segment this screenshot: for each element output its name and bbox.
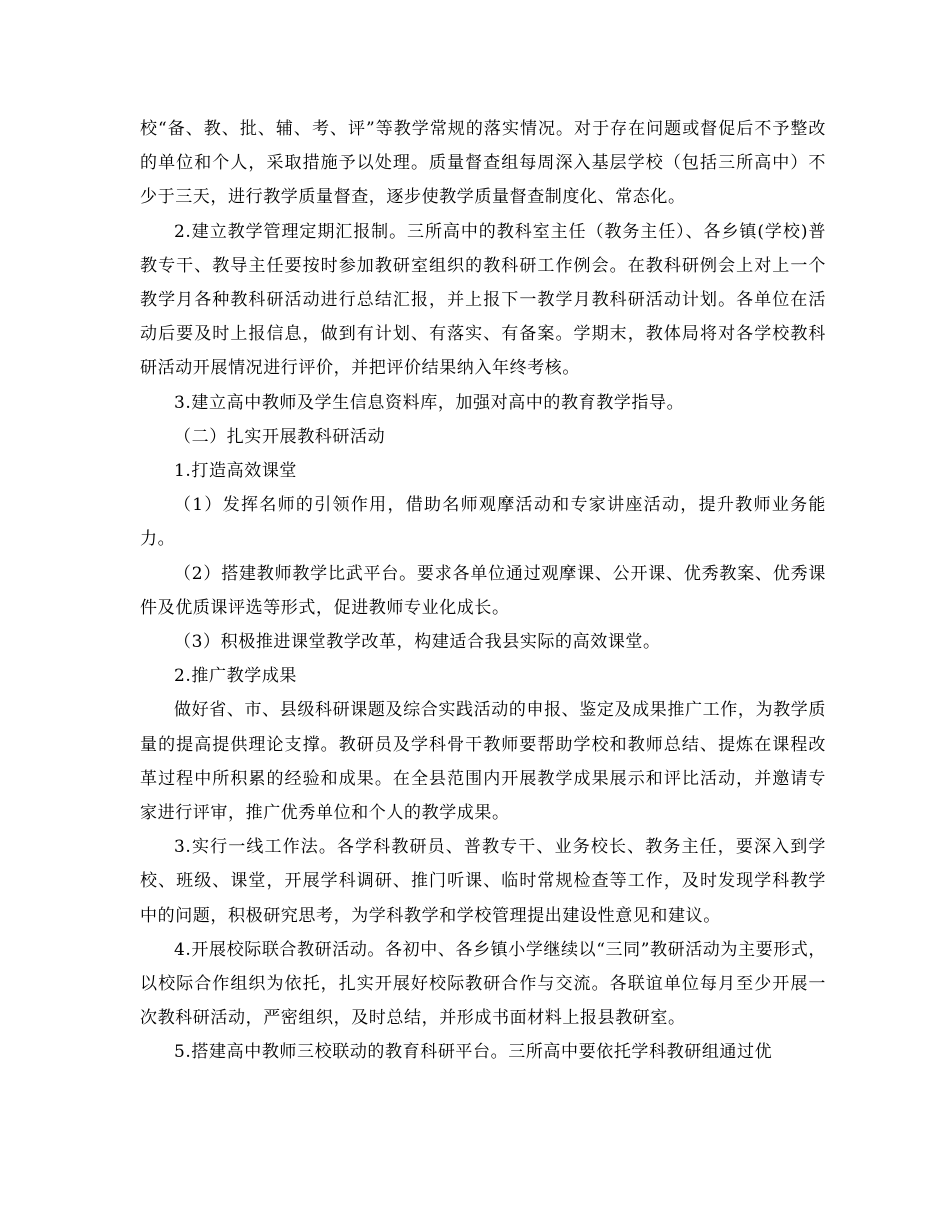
document-body	[140, 112, 826, 1070]
subheading-promote-results: 2.推广教学成果	[174, 666, 298, 687]
paragraph-item-3-frontline: 3.实行一线工作法。各学科教研员、普教专干、业务校长、教务主任，要深入到学校、班级、课堂，开展学科调研、推门听课、临时常规检查等工作，及时发现学科教学中的问题，积极研究思考，为学科教学和学校管理提出建设性意见和建议。	[140, 837, 826, 926]
paragraph-item-4-joint-research: 4.开展校际联合教研活动。各初中、各乡镇小学继续以“三同”教研活动为主要形式，以校际合作组织为依托，扎实开展好校际教研合作与交流。各联谊单位每月至少开展一次教科研活动，严密组织，及时总结，并形成书面材料上报县教研室。	[140, 939, 826, 1029]
paragraph-promote-results: 做好省、市、县级科研课题及综合实践活动的申报、鉴定及成果推广工作，为教学质量的提高提供理论支撑。教研员及学科骨干教师要帮助学校和教师总结、提炼在课程改革过程中所积累的经验和成果。在全县范围内开展教学成果展示和评比活动，并邀请专家进行评审，推广优秀单位和个人的教学成果。	[140, 700, 826, 824]
paragraph-item-5-platform: 5.搭建高中教师三校联动的教育科研平台。三所高中要依托学科教研组通过优	[174, 1042, 773, 1063]
paragraph-sub-2: （2）搭建教师教学比武平台。要求各单位通过观摩课、公开课、优秀教案、优秀课件及优质课评选等形式，促进教师专业化成长。	[140, 563, 826, 618]
paragraph-sub-3: （3）积极推进课堂教学改革，构建适合我县实际的高效课堂。	[174, 632, 661, 653]
subheading-efficient-classroom: 1.打造高效课堂	[174, 461, 298, 482]
paragraph-sub-1: （1）发挥名师的引领作用，借助名师观摩活动和专家讲座活动，提升教师业务能力。	[140, 495, 826, 550]
paragraph-item-2-reporting-system: 2.建立教学管理定期汇报制。三所高中的教科室主任（教务主任）、各乡镇(学校)普教专干、教导主任要按时参加教研室组织的教科研工作例会。在教科研例会上对上一个教学月各种教科研活动进行总结汇报，并上报下一教学月教科研活动计划。各单位在活动后要及时上报信息，做到有计划、有落实、有备案。学期末，教体局将对各学校教科研活动开展情况进行评价，并把评价结果纳入年终考核。	[140, 221, 826, 379]
paragraph-continued: 校“备、教、批、辅、考、评”等教学常规的落实情况。对于存在问题或督促后不予整改的单位和个人，采取措施予以处理。质量督查组每周深入基层学校（包括三所高中）不少于三天，进行教学质量督查，逐步使教学质量督查制度化、常态化。	[140, 119, 826, 208]
paragraph-item-3-database: 3.建立高中教师及学生信息资料库，加强对高中的教育教学指导。	[174, 392, 685, 413]
section-heading-2: （二）扎实开展教科研活动	[174, 426, 386, 447]
